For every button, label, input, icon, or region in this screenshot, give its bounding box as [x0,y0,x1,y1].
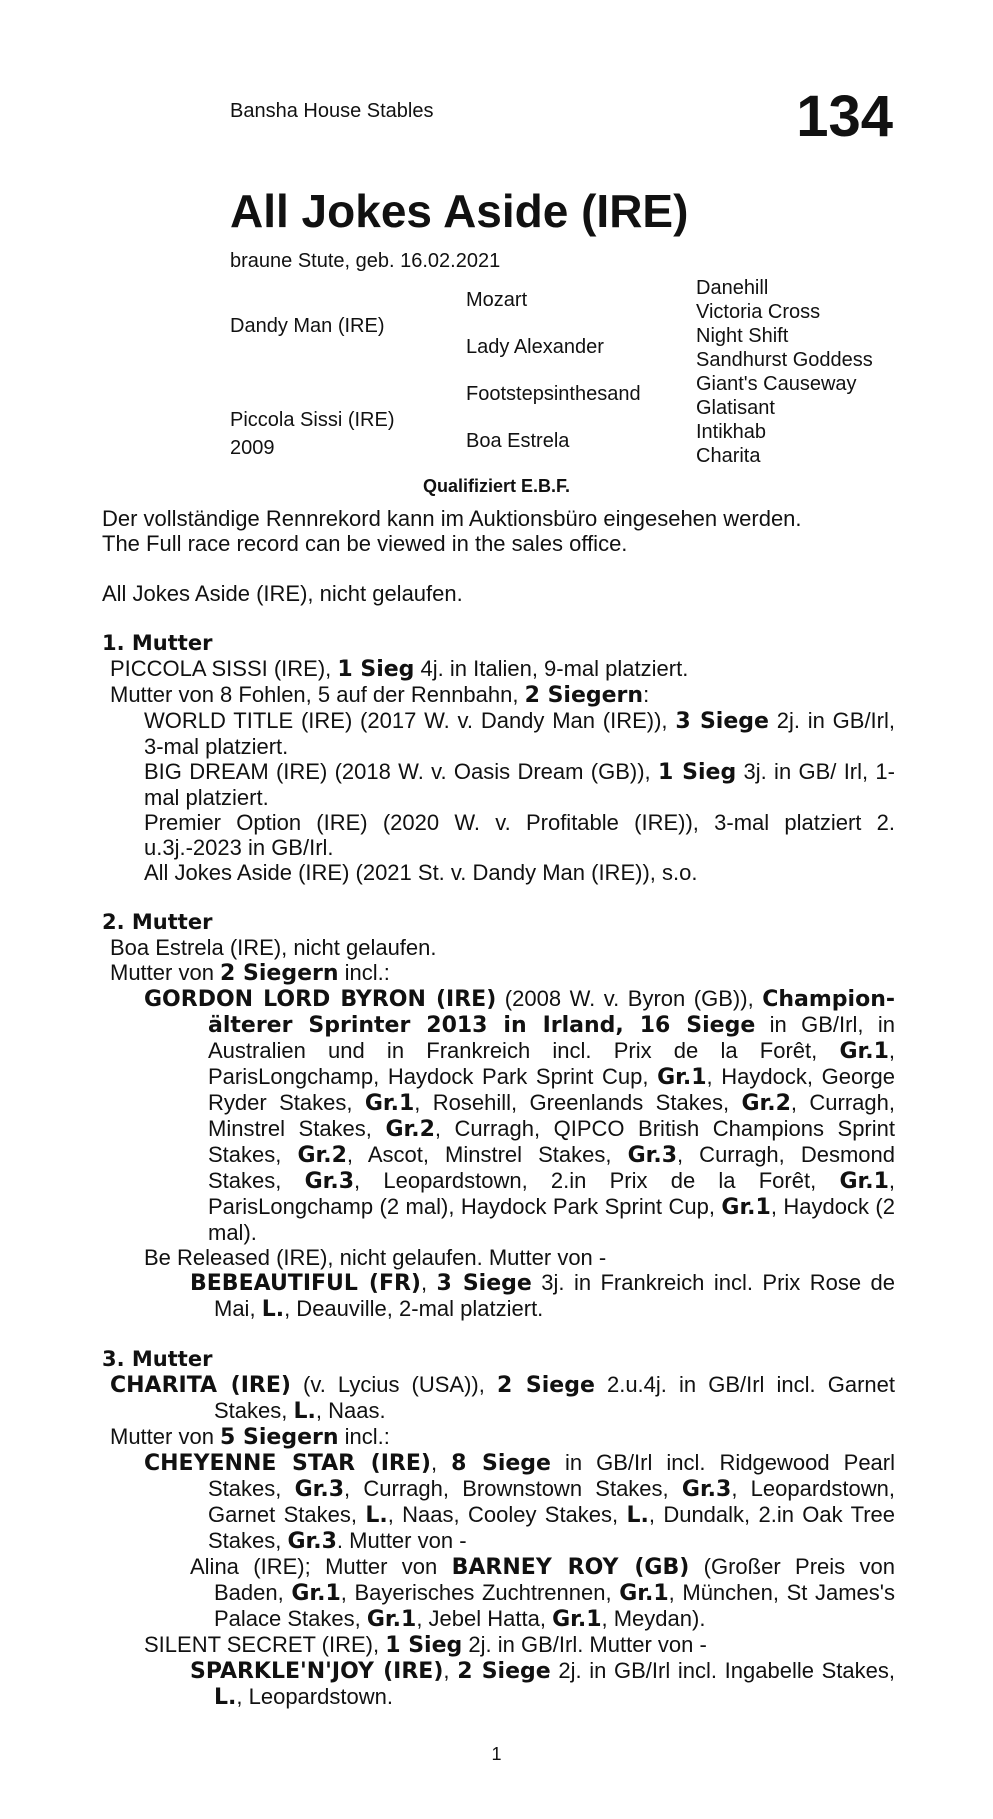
third-dam-produce: Mutter von 5 Siegern incl.: [110,1424,390,1450]
pedigree-gen2-4: Boa Estrela [466,430,570,452]
gordon-lord-byron-record: GORDON LORD BYRON (IRE) (2008 W. v. Byron (GB)), Champion-älterer Sprinter 2013 in Irland, 16 Siege in GB/Irl, in Australien und in Frankreich incl. Prix de la Forêt, Gr.1, ParisLongchamp, Haydock Park Sprint Cup, Gr.1, Haydock, George Ryder Stakes, Gr.1, Rosehill, Greenlands Stakes, Gr.2, Curragh, Minstrel Stakes, Gr.2, Curragh, QIPCO British Champions Sprint Stakes, Gr.2, Ascot, Minstrel Stakes, Gr.3, Curragh, Desmond Stakes, Gr.3, Leopardstown, 2.in Prix de la Forêt, Gr.1, ParisLongchamp (2 mal), Haydock Park Sprint Cup, Gr.1, Haydock (2 mal). [144,986,895,1245]
notice-de: Der vollständige Rennrekord kann im Auktionsbüro eingesehen werden. [102,506,802,531]
race-record-body [102,506,895,1710]
charita-record: CHARITA (IRE) (v. Lycius (USA)), 2 Siege 2.u.4j. in GB/Irl incl. Garnet Stakes, L., Naas. [110,1372,895,1424]
first-dam-runner-4: All Jokes Aside (IRE) (2021 St. v. Dandy Man (IRE)), s.o. [144,860,698,885]
alina-record: Alina (IRE); Mutter von BARNEY ROY (GB) (Großer Preis von Baden, Gr.1, Bayerisches Zuchtrennen, Gr.1, München, St James's Palace Stakes, Gr.1, Jebel Hatta, Gr.1, Meydan). [190,1554,895,1632]
pedigree-gen3-5: Giant's Causeway [696,373,857,395]
page-number: 1 [491,1744,502,1764]
pedigree-sire: Dandy Man (IRE) [230,315,385,337]
qualification: Qualifiziert E.B.F. [422,476,571,496]
second-dam-record: Boa Estrela (IRE), nicht gelaufen. [110,935,437,960]
first-dam-runner-3: Premier Option (IRE) (2020 W. v. Profitable (IRE)), 3-mal platziert 2. u.3j.-2023 in GB/Irl. [144,810,895,860]
pedigree-dam: Piccola Sissi (IRE) [230,409,395,431]
horse-name: All Jokes Aside (IRE) [230,185,689,237]
pedigree-gen3-2: Victoria Cross [696,301,821,323]
first-dam-runner-2: BIG DREAM (IRE) (2018 W. v. Oasis Dream (GB)), 1 Sieg 3j. in GB/ Irl, 1-mal platziert. [144,759,895,810]
sparklenjoy-record: SPARKLE'N'JOY (IRE), 2 Siege 2j. in GB/Irl incl. Ingabelle Stakes, L., Leopardstown. [190,1658,895,1710]
pedigree-gen3-1: Danehill [696,277,769,299]
pedigree-gen3-7: Intikhab [696,421,767,443]
first-dam-runner-1: WORLD TITLE (IRE) (2017 W. v. Dandy Man (IRE)), 3 Siege 2j. in GB/Irl, 3-mal platziert. [144,708,895,759]
horse-description: braune Stute, geb. 16.02.2021 [230,250,501,272]
first-dam-produce: Mutter von 8 Fohlen, 5 auf der Rennbahn, 2 Siegern: [110,682,650,708]
notice-en: The Full race record can be viewed in the sales office. [102,531,628,556]
pedigree-dam-year: 2009 [230,437,275,459]
be-released-record: Be Released (IRE), nicht gelaufen. Mutter von - [144,1245,607,1270]
lot-number: 134 [796,84,893,149]
cheyenne-star-record: CHEYENNE STAR (IRE), 8 Siege in GB/Irl incl. Ridgewood Pearl Stakes, Gr.3, Curragh, Brownstown Stakes, Gr.3, Leopardstown, Garnet Stakes, L., Naas, Cooley Stakes, L., Dundalk, 2.in Oak Tree Stakes, Gr.3. Mutter von - [144,1450,896,1554]
pedigree-gen3-6: Glatisant [696,397,775,419]
first-dam-heading: 1. Mutter [102,631,213,655]
first-dam-record: PICCOLA SISSI (IRE), 1 Sieg 4j. in Italien, 9-mal platziert. [110,656,689,682]
pedigree-gen3-3: Night Shift [696,325,789,347]
pedigree-gen2-1: Mozart [466,289,528,311]
third-dam-heading: 3. Mutter [102,1347,213,1371]
pedigree-gen3-8: Charita [696,445,761,467]
second-dam-produce: Mutter von 2 Siegern incl.: [110,960,390,986]
consignor-name: Bansha House Stables [230,100,434,122]
pedigree-gen3-4: Sandhurst Goddess [696,349,873,371]
bebeautiful-record: BEBEAUTIFUL (FR), 3 Siege 3j. in Frankreich incl. Prix Rose de Mai, L., Deauville, 2-mal platziert. [190,1270,896,1322]
pedigree-gen2-2: Lady Alexander [466,336,604,358]
pedigree-gen2-3: Footstepsinthesand [466,383,641,405]
own-record: All Jokes Aside (IRE), nicht gelaufen. [102,581,463,606]
second-dam-heading: 2. Mutter [102,910,213,934]
silent-secret-record: SILENT SECRET (IRE), 1 Sieg 2j. in GB/Irl. Mutter von - [144,1632,707,1658]
